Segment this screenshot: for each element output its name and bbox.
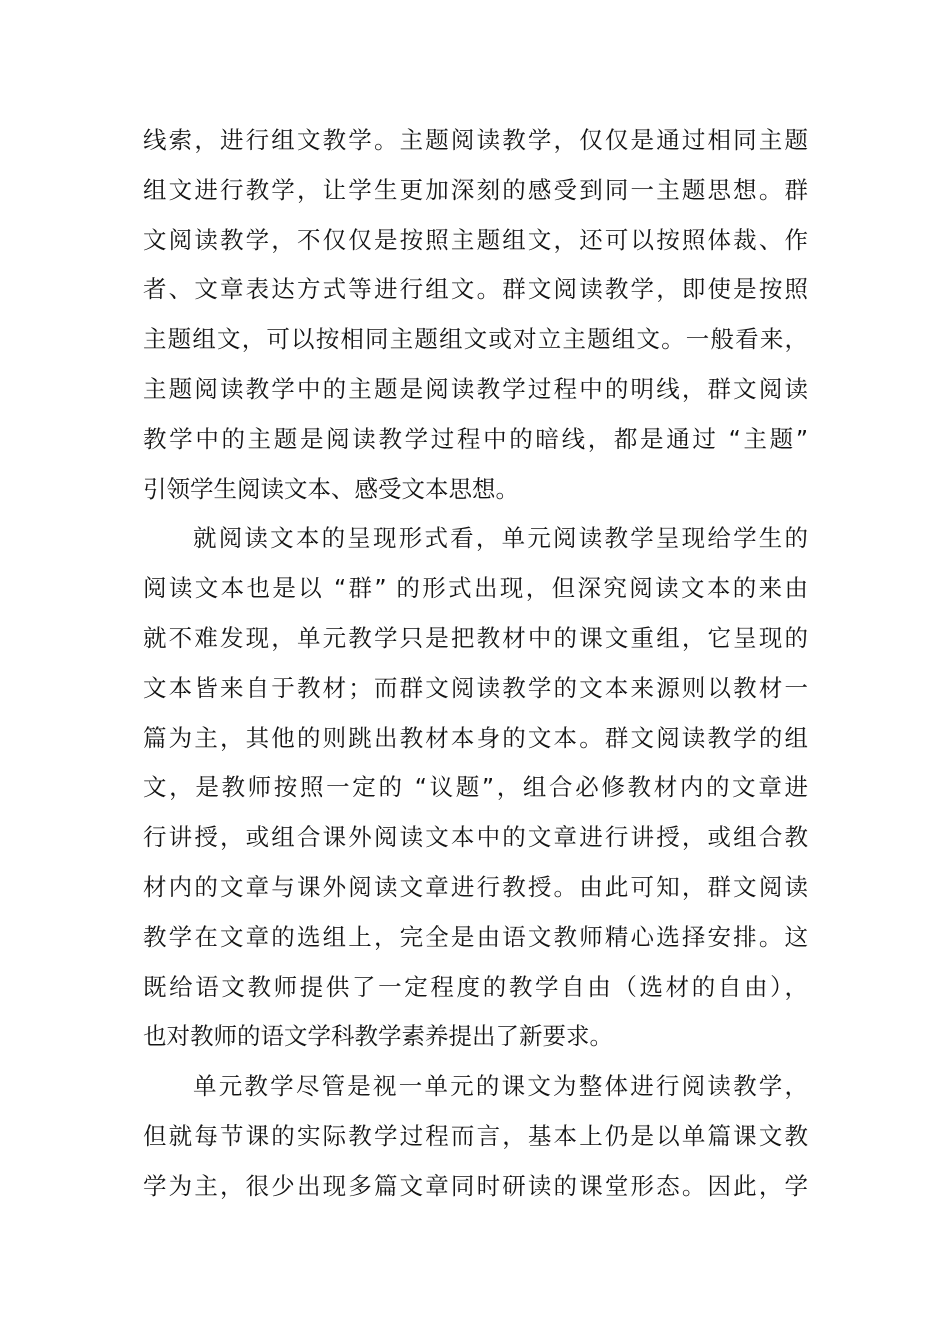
text-line: 文阅读教学，不仅仅是按照主题组文，还可以按照体裁、作: [143, 225, 808, 254]
text-line: 材内的文章与课外阅读文章进行教授。由此可知，群文阅读: [143, 872, 808, 901]
text-line: 主题阅读教学中的主题是阅读教学过程中的明线，群文阅读: [143, 374, 808, 403]
body-text: [143, 116, 808, 1212]
text-line: 阅读文本也是以 “群” 的形式出现，但深究阅读文本的来由: [143, 574, 808, 603]
text-line: 也对教师的语文学科教学素养提出了新要求。: [143, 1022, 613, 1051]
text-line: 既给语文教师提供了一定程度的教学自由（选材的自由），: [143, 972, 808, 1001]
text-line: 行讲授，或组合课外阅读文本中的文章进行讲授，或组合教: [143, 823, 808, 852]
text-line: 组文进行教学，让学生更加深刻的感受到同一主题思想。群: [143, 175, 808, 204]
text-line: 单元教学尽管是视一单元的课文为整体进行阅读教学，: [193, 1072, 808, 1101]
text-line: 者、文章表达方式等进行组文。群文阅读教学，即使是按照: [143, 275, 808, 304]
text-line: 但就每节课的实际教学过程而言，基本上仍是以单篇课文教: [143, 1121, 808, 1150]
text-line: 文本皆来自于教材；而群文阅读教学的文本来源则以教材一: [143, 673, 808, 702]
text-line: 文，是教师按照一定的 “议题”，组合必修教材内的文章进: [143, 773, 808, 802]
text-line: 线索，进行组文教学。主题阅读教学，仅仅是通过相同主题: [143, 126, 808, 154]
text-line: 教学中的主题是阅读教学过程中的暗线，都是通过 “主题”: [143, 424, 808, 453]
text-line: 学为主，很少出现多篇文章同时研读的课堂形态。因此，学: [143, 1171, 808, 1200]
text-line: 就不难发现，单元教学只是把教材中的课文重组，它呈现的: [143, 623, 808, 652]
text-line: 就阅读文本的呈现形式看，单元阅读教学呈现给学生的: [193, 524, 808, 553]
text-line: 教学在文章的选组上，完全是由语文教师精心选择安排。这: [143, 922, 808, 951]
text-line: 引领学生阅读文本、感受文本思想。: [143, 474, 519, 503]
text-line: 主题组文，可以按相同主题组文或对立主题组文。一般看来，: [143, 325, 808, 354]
text-line: 篇为主，其他的则跳出教材本身的文本。群文阅读教学的组: [143, 723, 808, 752]
